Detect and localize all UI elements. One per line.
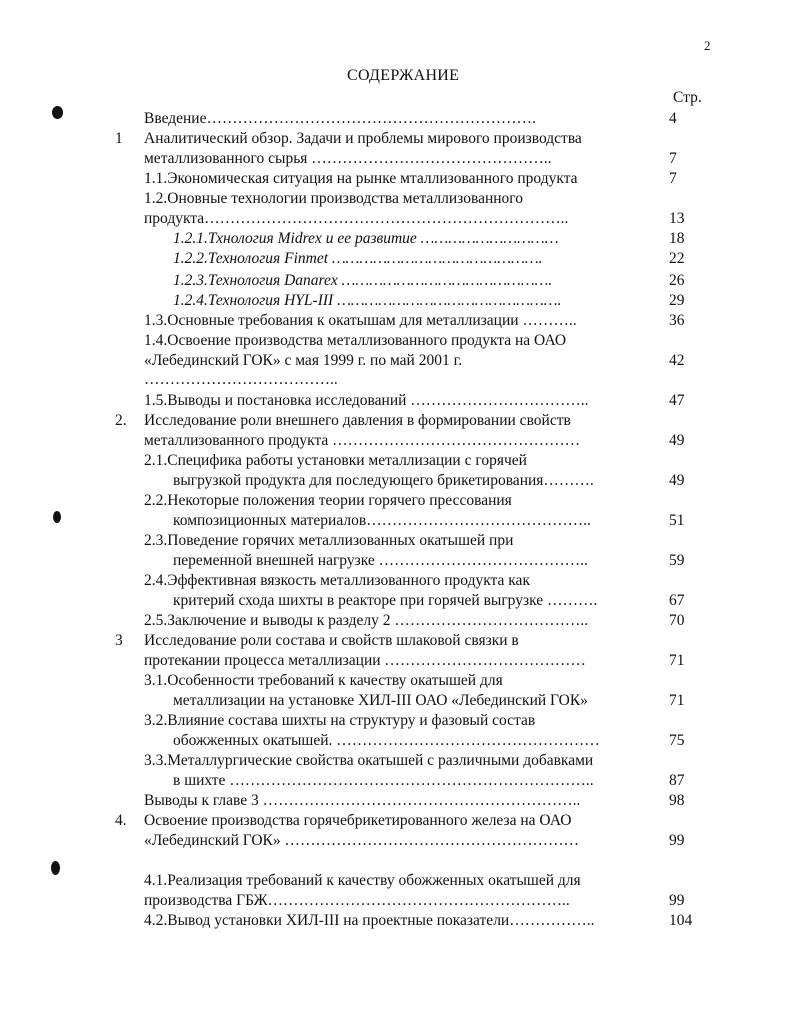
punch-hole-mark [53, 511, 61, 523]
toc-entry-text: ……………………………….. [144, 371, 338, 388]
toc-entry-page: 51 [669, 512, 685, 529]
toc-entry-text: 1.3.Основные требования к окатышам для металлизации ……….. [144, 312, 577, 329]
toc-entry-page: 75 [669, 732, 685, 749]
toc-entry-page: 70 [669, 612, 685, 629]
toc-entry-text: 2.2.Некоторые положения теории горячего прессования [144, 492, 512, 509]
toc-entry-text: композиционных материалов…………………………………….. [173, 512, 591, 529]
toc-entry-text: 4.1.Реализация требований к качеству обожженных окатышей для [144, 872, 581, 889]
toc-entry-page: 18 [669, 230, 685, 247]
toc-entry-text: 3.2.Влияние состава шихты на структуру и фазовый состав [144, 712, 536, 729]
toc-entry-page: 59 [669, 552, 685, 569]
page-title: СОДЕРЖАНИЕ [347, 67, 460, 84]
page-number: 2 [704, 38, 711, 53]
toc-entry-text: Исследование роли внешнего давления в формировании свойств [144, 412, 571, 429]
toc-entry-page: 67 [669, 592, 685, 609]
toc-entry-page: 7 [669, 170, 677, 187]
toc-entry-text: 1.1.Экономическая ситуация на рынке мталлизованного продукта [144, 170, 578, 187]
toc-entry-text: переменной внешней нагрузке ………………………………….. [173, 552, 588, 569]
toc-entry-text: металлизованного продукта ………………………………………… [144, 432, 581, 449]
toc-entry-page: 49 [669, 472, 685, 489]
toc-entry-text: Освоение производства горячебрикетированного железа на ОАО [144, 812, 572, 829]
toc-entry-text: 1.2.2.Технология Finmet ………………………………………. [173, 250, 543, 267]
toc-chapter-number: 2. [115, 412, 127, 429]
toc-entry-page: 22 [669, 250, 685, 267]
toc-entry-text: протекании процесса металлизации ………………………………… [144, 652, 586, 669]
toc-entry-text: 2.3.Поведение горячих металлизованных окатышей при [144, 532, 514, 549]
toc-entry-text: обожженных окатышей. …………………………………………… [173, 732, 600, 749]
toc-entry-page: 99 [669, 892, 685, 909]
toc-entry-page: 13 [669, 210, 685, 227]
toc-entry-text: Выводы к главе 3 …………………………………………………….. [144, 792, 581, 809]
toc-entry-text: продукта…………………………………………………………….. [144, 210, 569, 227]
toc-entry-page: 29 [669, 292, 685, 309]
toc-entry-page: 71 [669, 652, 685, 669]
toc-chapter-number: 1 [115, 130, 123, 147]
toc-entry-text: Аналитический обзор. Задачи и проблемы мирового производства [144, 130, 582, 147]
toc-entry-text: 2.5.Заключение и выводы к разделу 2 ……………………………….. [144, 612, 589, 629]
toc-entry-text: 1.2.1.Тхнология Midrex и ее развитие ………………………… [173, 230, 559, 247]
punch-hole-mark [51, 861, 60, 875]
toc-entry-text: в шихте …………………………………………………………….. [173, 772, 594, 789]
toc-entry-text: металлизованного сырья ……………………………………….. [144, 150, 552, 167]
toc-entry-text: Исследование роли состава и свойств шлаковой связки в [144, 632, 519, 649]
toc-entry-page: 71 [669, 692, 685, 709]
toc-entry-page: 26 [669, 272, 685, 289]
toc-entry-page: 47 [669, 392, 685, 409]
toc-entry-page: 98 [669, 792, 685, 809]
punch-hole-mark [52, 106, 63, 119]
toc-chapter-number: 4. [115, 812, 127, 829]
toc-entry-page: 42 [669, 352, 685, 369]
toc-entry-page: 7 [669, 150, 677, 167]
toc-entry-page: 99 [669, 832, 685, 849]
toc-entry-text: «Лебединский ГОК» ………………………………………………… [144, 832, 579, 849]
toc-entry-page: 49 [669, 432, 685, 449]
page-column-header: Стр. [673, 89, 702, 106]
toc-entry-text: критерий схода шихты в реакторе при горячей выгрузке ………. [173, 592, 598, 609]
toc-entry-page: 36 [669, 312, 685, 329]
toc-entry-text: Введение………………………………………………………. [144, 110, 536, 127]
toc-entry-text: 4.2.Вывод установки ХИЛ-III на проектные показатели…………….. [144, 912, 595, 929]
toc-entry-text: 3.3.Металлургические свойства окатышей с различными добавками [144, 752, 594, 769]
toc-entry-page: 104 [669, 912, 693, 929]
toc-entry-text: 2.1.Специфика работы установки металлизации с горячей [144, 452, 527, 469]
toc-entry-text: 2.4.Эффективная вязкость металлизованного продукта как [144, 572, 530, 589]
toc-entry-text: 1.4.Освоение производства металлизованного продукта на ОАО [144, 332, 567, 349]
toc-entry-text: 1.2.Оновные технологии производства металлизованного [144, 190, 524, 207]
toc-entry-text: «Лебединский ГОК» с мая 1999 г. по май 2001 г. [144, 352, 463, 369]
toc-entry-text: 3.1.Особенности требований к качеству окатышей для [144, 672, 503, 689]
toc-entry-text: 1.2.3.Технология Danarex ………………………………………. [173, 272, 553, 289]
toc-entry-text: 1.2.4.Технология HYL-III …………………………………………. [173, 292, 562, 309]
toc-chapter-number: 3 [115, 632, 123, 649]
toc-entry-page: 87 [669, 772, 685, 789]
toc-entry-text: металлизации на установке ХИЛ-III ОАО «Лебединский ГОК» [173, 692, 588, 709]
toc-entry-text: выгрузкой продукта для последующего брикетирования………. [173, 472, 594, 489]
toc-entry-text: 1.5.Выводы и постановка исследований …………………………….. [144, 392, 589, 409]
toc-entry-page: 4 [669, 110, 677, 127]
toc-entry-text: производства ГБЖ………………………………………………….. [144, 892, 570, 909]
